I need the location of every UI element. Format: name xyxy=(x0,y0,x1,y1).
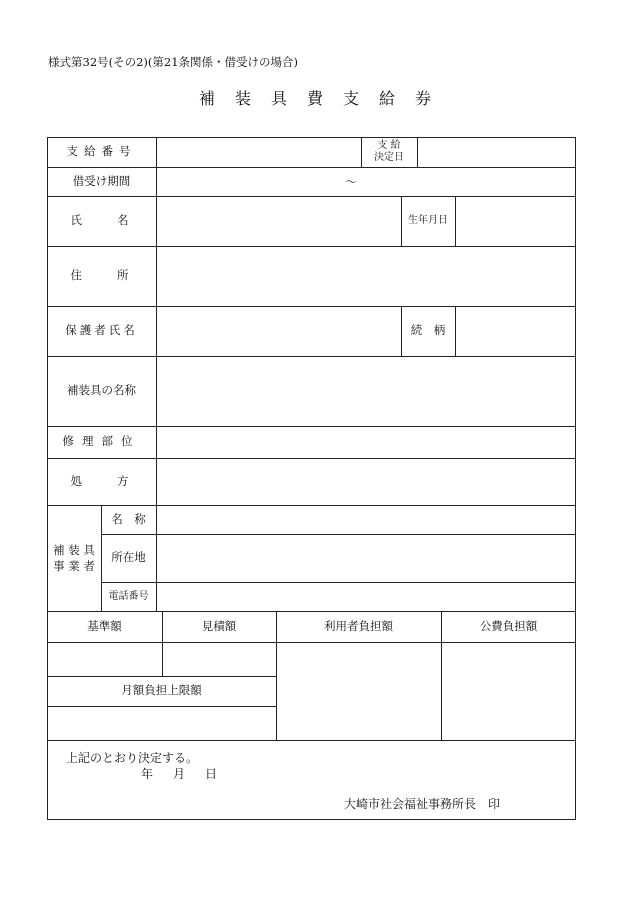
col-divider xyxy=(455,306,456,356)
col-divider xyxy=(455,196,456,246)
decision-date-label: 支 給 決定日 xyxy=(374,139,404,163)
monthly-cap-label: 月額負担上限額 xyxy=(121,683,202,698)
col-divider xyxy=(417,137,418,167)
form-number: 様式第32号(その2)(第21条関係・借受けの場合) xyxy=(48,55,299,69)
address-label: 住 所 xyxy=(70,268,133,283)
row-divider xyxy=(47,706,276,707)
prescription-label: 処 方 xyxy=(70,473,133,488)
row-divider xyxy=(101,582,576,583)
decision-text: 上記のとおり決定する。 xyxy=(66,751,199,765)
birthdate-label: 生年月日 xyxy=(408,215,448,227)
issuer-signature: 大崎市社会福祉事務所長 印 xyxy=(344,797,501,811)
payment-number-label: 支給番号 xyxy=(66,144,137,159)
document-title: 補装具費支給券 xyxy=(198,89,451,108)
public-burden-label: 公費負担額 xyxy=(479,618,538,633)
repair-part-label: 修理部位 xyxy=(62,434,141,449)
row-divider xyxy=(47,740,576,741)
lease-period-label: 借受け期間 xyxy=(72,173,131,188)
col-divider xyxy=(156,137,157,611)
vendor-address-label: 所在地 xyxy=(111,550,146,565)
estimate-amount-label: 見積額 xyxy=(201,618,237,633)
vendor-name-label: 名 称 xyxy=(111,511,146,526)
device-name-label: 補装具の名称 xyxy=(67,383,136,398)
lease-period-separator: ～ xyxy=(344,175,357,189)
relationship-label: 続 柄 xyxy=(410,323,446,338)
user-burden-label: 利用者負担額 xyxy=(324,618,393,633)
row-divider xyxy=(47,642,576,643)
decision-date: 年 月 日 xyxy=(141,767,222,781)
vendor-phone-label: 電話番号 xyxy=(108,590,149,602)
standard-amount-label: 基準額 xyxy=(87,618,122,633)
guardian-name-label: 保護者氏名 xyxy=(65,323,138,338)
vendor-group-label: 補 装 具 事 業 者 xyxy=(53,542,95,573)
name-label: 氏 名 xyxy=(70,213,133,228)
row-divider xyxy=(101,534,576,535)
